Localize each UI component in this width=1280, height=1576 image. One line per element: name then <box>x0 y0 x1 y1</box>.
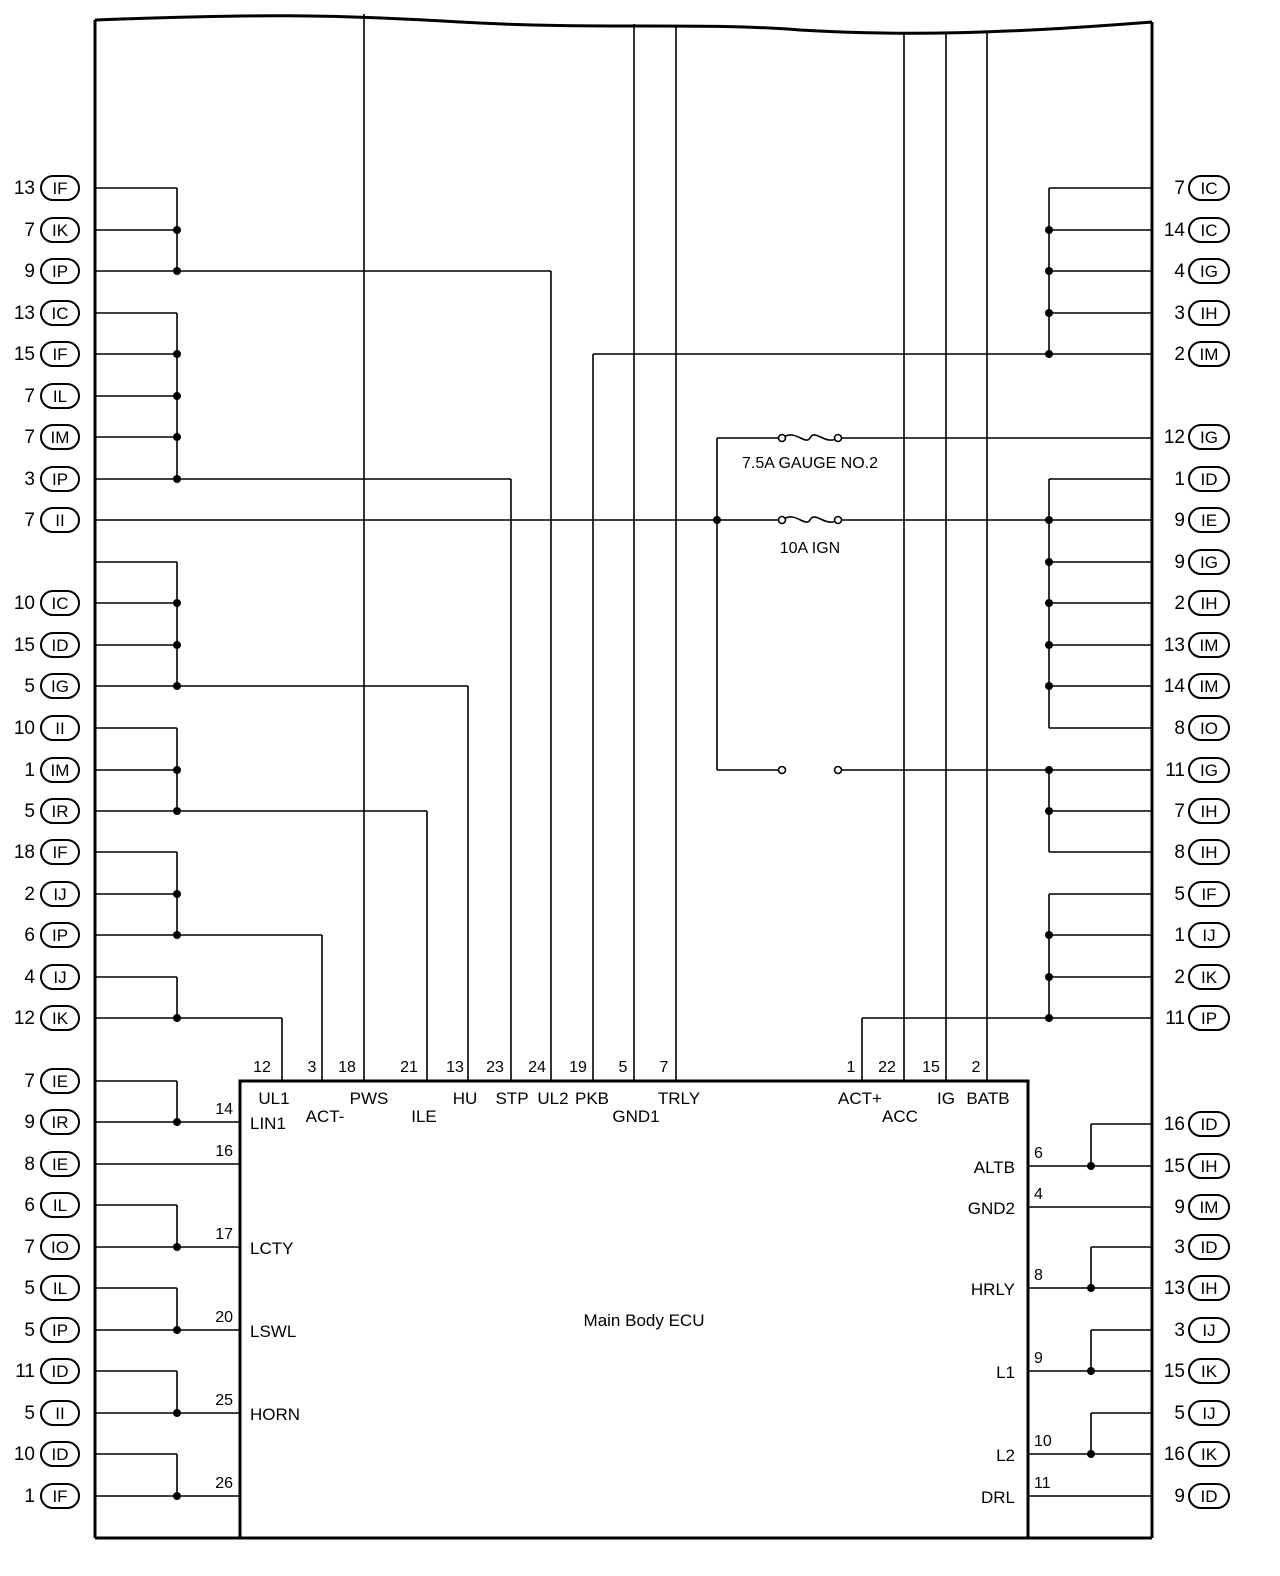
junction-dot <box>1046 1015 1053 1022</box>
connector-ref <box>14 301 79 325</box>
connector-code: ID <box>51 1362 69 1381</box>
junction-dot <box>1046 683 1053 690</box>
pin-number: 11 <box>1034 1475 1051 1492</box>
connector-code: IF <box>52 1487 68 1506</box>
connector-ref <box>24 1276 79 1300</box>
connector-code: IM <box>1199 677 1219 696</box>
connector-ref <box>14 1006 79 1030</box>
connector-ref <box>24 384 79 408</box>
connector-pin-number: 11 <box>15 1361 35 1382</box>
pin-name: L1 <box>996 1363 1015 1382</box>
connector-code: IH <box>1200 304 1218 323</box>
connector-ref <box>1164 1442 1229 1466</box>
connector-pin-number: 2 <box>1174 967 1185 988</box>
connector-ref <box>24 758 79 782</box>
junction-dot <box>174 1410 181 1417</box>
connector-code: II <box>55 719 65 738</box>
junction-dot <box>1046 559 1053 566</box>
pin-number: 14 <box>215 1101 233 1118</box>
connector-pin-number: 11 <box>1165 1008 1185 1029</box>
connector-code: IL <box>52 1196 68 1215</box>
connector-code: IC <box>51 594 69 613</box>
connector-ref <box>24 1235 79 1259</box>
connector-pin-number: 8 <box>1174 842 1185 863</box>
junction-dot <box>1088 1368 1095 1375</box>
junction-dot <box>174 1493 181 1500</box>
connector-pin-number: 13 <box>1163 635 1185 656</box>
connector-ref <box>1174 965 1229 989</box>
connector-ref <box>24 1110 79 1134</box>
pin-name: GND1 <box>612 1107 660 1126</box>
connector-pin-number: 9 <box>24 1112 35 1133</box>
junction-dot <box>174 767 181 774</box>
connector-code: IG <box>1200 262 1218 281</box>
connector-pin-number: 7 <box>1174 178 1185 199</box>
connector-code: IK <box>1200 1445 1218 1464</box>
pin-number: 8 <box>1034 1267 1043 1284</box>
right-connectors <box>1164 176 1229 1508</box>
connector-code: II <box>55 1404 65 1423</box>
connector-pin-number: 18 <box>13 842 35 863</box>
connector-ref <box>24 1484 79 1508</box>
connector-code: IG <box>51 677 69 696</box>
connector-pin-number: 7 <box>24 510 35 531</box>
junction-dot <box>1046 767 1053 774</box>
pin-name: LSWL <box>250 1322 297 1341</box>
connector-pin-number: 10 <box>13 593 35 614</box>
connector-pin-number: 9 <box>1174 1486 1185 1507</box>
connector-pin-number: 1 <box>1174 469 1185 490</box>
connector-ref <box>24 218 79 242</box>
connector-ref <box>24 1401 79 1425</box>
junction-dot <box>1046 808 1053 815</box>
connector-ref <box>1165 758 1229 782</box>
connector-code: IG <box>1200 761 1218 780</box>
connector-ref <box>1164 1112 1229 1136</box>
connector-pin-number: 3 <box>1174 1237 1185 1258</box>
pin-name: HORN <box>250 1405 301 1424</box>
pin-name: HU <box>452 1089 478 1108</box>
junction-dot <box>174 268 181 275</box>
junction-dot <box>1046 310 1053 317</box>
connector-code: IP <box>51 262 69 281</box>
pin-number: 10 <box>1034 1433 1052 1450</box>
connector-code: IF <box>52 179 68 198</box>
connector-code: IF <box>1201 885 1217 904</box>
pin-number: 21 <box>400 1059 418 1076</box>
connector-pin-number: 13 <box>1163 1278 1185 1299</box>
connector-pin-number: 3 <box>1174 303 1185 324</box>
connector-pin-number: 15 <box>13 635 35 656</box>
connector-ref <box>1164 674 1229 698</box>
pin-name: ACT- <box>305 1107 345 1126</box>
connector-ref <box>1174 259 1229 283</box>
connector-ref <box>15 1359 79 1383</box>
connector-ref <box>24 425 79 449</box>
connector-ref <box>24 674 79 698</box>
junction-dot <box>714 517 721 524</box>
connector-pin-number: 5 <box>1174 1403 1185 1424</box>
junction-dot <box>174 1244 181 1251</box>
junction-dot <box>1046 227 1053 234</box>
pin-number: 5 <box>618 1059 628 1076</box>
pin-name: IG <box>937 1089 955 1108</box>
connector-ref <box>1164 425 1229 449</box>
connector-code: IH <box>1200 802 1218 821</box>
connector-code: IJ <box>1202 926 1216 945</box>
pin-name: ALTB <box>973 1158 1015 1177</box>
connector-pin-number: 8 <box>24 1154 35 1175</box>
connector-pin-number: 7 <box>24 1237 35 1258</box>
pin-name: STP <box>495 1089 529 1108</box>
junction-dot <box>1046 642 1053 649</box>
pin-number: 18 <box>338 1059 356 1076</box>
connector-code: IM <box>1199 1198 1219 1217</box>
connector-ref <box>1174 1195 1229 1219</box>
connector-ref <box>1164 1276 1229 1300</box>
fuse-7-5a-gauge <box>742 435 878 473</box>
left-connectors <box>14 176 79 1508</box>
junction-dot <box>1088 1285 1095 1292</box>
junction-dot <box>174 434 181 441</box>
connector-pin-number: 13 <box>13 178 35 199</box>
connector-pin-number: 6 <box>24 925 35 946</box>
connector-ref <box>1174 799 1229 823</box>
connector-pin-number: 2 <box>1174 593 1185 614</box>
connector-code: IM <box>50 428 70 447</box>
connector-pin-number: 12 <box>13 1008 35 1029</box>
connector-code: IJ <box>53 968 67 987</box>
pin-name: LCTY <box>250 1239 294 1258</box>
connector-pin-number: 8 <box>1174 718 1185 739</box>
pin-number: 9 <box>1034 1350 1043 1367</box>
connector-code: IP <box>51 1321 69 1340</box>
connector-pin-number: 5 <box>24 1403 35 1424</box>
connector-ref <box>1174 923 1229 947</box>
pin-number: 22 <box>878 1059 896 1076</box>
connector-code: IF <box>52 345 68 364</box>
connector-ref <box>1174 1484 1229 1508</box>
connector-ref <box>1174 840 1229 864</box>
connector-pin-number: 1 <box>1174 925 1185 946</box>
pin-name: ILE <box>411 1107 437 1126</box>
pin-name: BATB <box>966 1089 1010 1108</box>
connector-ref <box>14 633 79 657</box>
connector-ref <box>1164 218 1229 242</box>
connector-pin-number: 3 <box>24 469 35 490</box>
connector-ref <box>24 799 79 823</box>
connector-pin-number: 16 <box>1163 1114 1185 1135</box>
pin-name: TRLY <box>657 1089 701 1108</box>
pin-name: ACT+ <box>838 1089 882 1108</box>
connector-ref <box>24 965 79 989</box>
pin-name: L2 <box>996 1446 1015 1465</box>
pin-name: LIN1 <box>250 1114 286 1133</box>
connector-ref <box>1174 176 1229 200</box>
connector-pin-number: 2 <box>1174 344 1185 365</box>
connector-code: IK <box>51 1009 69 1028</box>
ecu-pin <box>215 1475 233 1492</box>
junction-dot <box>174 600 181 607</box>
connector-code: IL <box>52 387 68 406</box>
junction-dot <box>1046 600 1053 607</box>
connector-pin-number: 5 <box>1174 884 1185 905</box>
connector-pin-number: 9 <box>1174 510 1185 531</box>
pin-name: UL2 <box>537 1089 569 1108</box>
connector-ref <box>14 591 79 615</box>
connector-code: IG <box>1200 428 1218 447</box>
pin-number: 4 <box>1034 1186 1043 1203</box>
connector-pin-number: 4 <box>24 967 35 988</box>
connector-pin-number: 5 <box>24 676 35 697</box>
junction-dot <box>174 891 181 898</box>
junction-dot <box>1046 351 1053 358</box>
connector-ref <box>1174 550 1229 574</box>
connector-ref <box>14 176 79 200</box>
connector-ref <box>1174 508 1229 532</box>
connector-ref <box>24 1318 79 1342</box>
pin-number: 26 <box>215 1475 233 1492</box>
connector-code: ID <box>1200 1238 1218 1257</box>
connector-ref <box>1174 1318 1229 1342</box>
junction-dot <box>1046 517 1053 524</box>
pin-name: HRLY <box>970 1280 1015 1299</box>
connector-code: IR <box>51 1113 69 1132</box>
connector-pin-number: 6 <box>24 1195 35 1216</box>
connector-pin-number: 7 <box>24 220 35 241</box>
connector-ref <box>1164 1359 1229 1383</box>
pin-name: UL1 <box>258 1089 290 1108</box>
connector-ref <box>24 1152 79 1176</box>
connector-ref <box>1174 301 1229 325</box>
connector-pin-number: 14 <box>1163 220 1185 241</box>
junction-dot <box>1046 268 1053 275</box>
junction-dot <box>174 683 181 690</box>
connector-code: IH <box>1200 594 1218 613</box>
junction-dot <box>1046 974 1053 981</box>
junction-dot <box>174 476 181 483</box>
pin-number: 1 <box>846 1059 856 1076</box>
pin-name: DRL <box>980 1488 1015 1507</box>
connector-code: IH <box>1200 1279 1218 1298</box>
connector-pin-number: 5 <box>24 801 35 822</box>
connector-pin-number: 2 <box>24 884 35 905</box>
connector-ref <box>1174 716 1229 740</box>
ecu-pin <box>215 1143 233 1160</box>
connector-ref <box>1174 467 1229 491</box>
connector-code: IE <box>51 1155 69 1174</box>
pin-number: 2 <box>971 1059 981 1076</box>
pin-number: 20 <box>215 1309 233 1326</box>
connector-ref <box>1174 591 1229 615</box>
connector-code: ID <box>1200 1487 1218 1506</box>
connector-ref <box>1165 1006 1229 1030</box>
connector-code: ID <box>1200 470 1218 489</box>
connector-code: ID <box>51 1445 69 1464</box>
fuse-label: 7.5A GAUGE NO.2 <box>741 455 879 472</box>
connector-code: IM <box>1199 345 1219 364</box>
connector-pin-number: 11 <box>1165 760 1185 781</box>
connector-code: IP <box>51 926 69 945</box>
connector-code: IM <box>50 761 70 780</box>
pin-number: 15 <box>922 1059 940 1076</box>
connector-pin-number: 12 <box>1163 427 1185 448</box>
connector-code: IL <box>52 1279 68 1298</box>
connector-pin-number: 13 <box>13 303 35 324</box>
connector-ref <box>1174 882 1229 906</box>
junction-dot <box>1088 1163 1095 1170</box>
pin-name: ACC <box>882 1107 918 1126</box>
pin-name: PKB <box>574 1089 610 1108</box>
connector-code: IP <box>51 470 69 489</box>
connector-code: ID <box>1200 1115 1218 1134</box>
pin-number: 13 <box>446 1059 464 1076</box>
connector-ref <box>1164 633 1229 657</box>
connector-pin-number: 16 <box>1163 1444 1185 1465</box>
connector-pin-number: 9 <box>24 261 35 282</box>
connector-code: IF <box>52 843 68 862</box>
connector-code: IH <box>1200 1157 1218 1176</box>
connector-code: IG <box>1200 553 1218 572</box>
connector-pin-number: 15 <box>1163 1156 1185 1177</box>
connector-code: IJ <box>1202 1404 1216 1423</box>
connector-code: IM <box>1199 636 1219 655</box>
connector-code: IC <box>51 304 69 323</box>
main-body-ecu-box <box>240 1081 1028 1538</box>
connector-ref <box>1174 1235 1229 1259</box>
connector-ref <box>24 1193 79 1217</box>
open-contact <box>779 767 842 774</box>
connector-code: IH <box>1200 843 1218 862</box>
junction-dot <box>174 932 181 939</box>
pin-number: 12 <box>253 1059 271 1076</box>
connector-pin-number: 10 <box>13 718 35 739</box>
connector-code: IK <box>51 221 69 240</box>
pin-number: 7 <box>659 1059 669 1076</box>
pin-number: 16 <box>215 1143 233 1160</box>
connector-code: IO <box>1200 719 1218 738</box>
connector-code: IC <box>1200 179 1218 198</box>
connector-ref <box>14 342 79 366</box>
connector-pin-number: 10 <box>13 1444 35 1465</box>
connector-ref <box>1174 342 1229 366</box>
pin-number: 25 <box>215 1392 233 1409</box>
connector-code: IE <box>51 1072 69 1091</box>
connector-pin-number: 7 <box>1174 801 1185 822</box>
connector-code: IC <box>1200 221 1218 240</box>
pin-number: 3 <box>307 1059 317 1076</box>
connector-ref <box>24 259 79 283</box>
junction-dot <box>174 808 181 815</box>
connector-pin-number: 5 <box>24 1320 35 1341</box>
pin-number: 23 <box>486 1059 504 1076</box>
connector-code: IJ <box>53 885 67 904</box>
junction-dot <box>174 351 181 358</box>
connector-ref <box>14 1442 79 1466</box>
connector-pin-number: 14 <box>1163 676 1185 697</box>
connector-code: IK <box>1200 1362 1218 1381</box>
connector-pin-number: 1 <box>24 760 35 781</box>
connector-ref <box>24 1069 79 1093</box>
junction-dot <box>174 227 181 234</box>
pin-name: PWS <box>349 1089 389 1108</box>
junction-dot <box>174 1327 181 1334</box>
junction-dot <box>1088 1451 1095 1458</box>
connector-ref <box>14 840 79 864</box>
connector-pin-number: 4 <box>1174 261 1185 282</box>
fuse-label: 10A IGN <box>779 540 841 557</box>
connector-ref <box>14 716 79 740</box>
connector-code: IJ <box>1202 1321 1216 1340</box>
connector-pin-number: 9 <box>1174 552 1185 573</box>
pin-number: 24 <box>528 1059 546 1076</box>
connector-pin-number: 15 <box>1163 1361 1185 1382</box>
connector-code: IP <box>1200 1009 1218 1028</box>
connector-pin-number: 3 <box>1174 1320 1185 1341</box>
junction-dot <box>1046 932 1053 939</box>
connector-code: ID <box>51 636 69 655</box>
connector-pin-number: 15 <box>13 344 35 365</box>
connector-pin-number: 9 <box>1174 1197 1185 1218</box>
pin-number: 17 <box>215 1226 233 1243</box>
connector-ref <box>24 923 79 947</box>
pin-number: 19 <box>569 1059 587 1076</box>
junction-dot <box>174 642 181 649</box>
junction-dot <box>174 1119 181 1126</box>
connector-code: IR <box>51 802 69 821</box>
junction-dot <box>174 1015 181 1022</box>
connector-code: II <box>55 511 65 530</box>
pin-name: GND2 <box>967 1199 1015 1218</box>
connector-pin-number: 7 <box>24 1071 35 1092</box>
connector-pin-number: 5 <box>24 1278 35 1299</box>
pin-number: 6 <box>1034 1145 1043 1162</box>
fuse-10a-ign <box>779 517 842 558</box>
connector-ref <box>24 882 79 906</box>
connector-code: IO <box>51 1238 69 1257</box>
connector-ref <box>24 467 79 491</box>
connector-ref <box>24 508 79 532</box>
connector-pin-number: 1 <box>24 1486 35 1507</box>
connector-code: IK <box>1200 968 1218 987</box>
connector-ref <box>1164 1154 1229 1178</box>
connector-pin-number: 7 <box>24 386 35 407</box>
connector-code: IE <box>1200 511 1218 530</box>
junction-dot <box>174 393 181 400</box>
connector-ref <box>1174 1401 1229 1425</box>
connector-pin-number: 7 <box>24 427 35 448</box>
ecu-title: Main Body ECU <box>583 1311 705 1330</box>
